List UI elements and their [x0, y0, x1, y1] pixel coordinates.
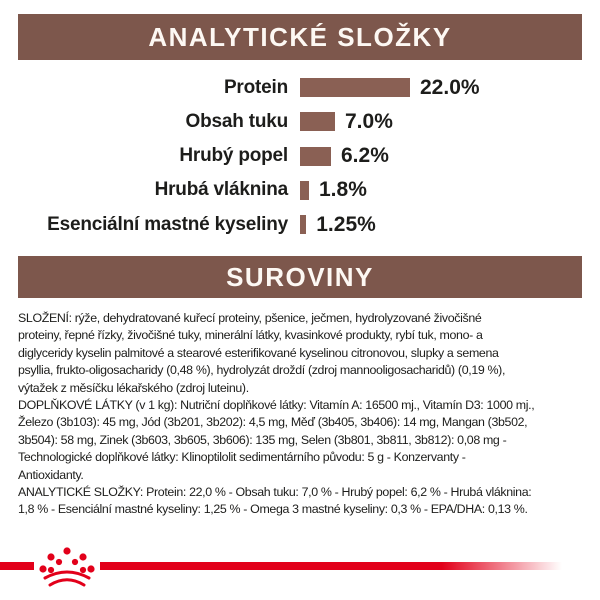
ingredients-line: SLOŽENÍ: rýže, dehydratované kuřecí proteiny, pšenice, ječmen, hydrolyzované živočišné [18, 311, 482, 325]
chart-bar [300, 78, 410, 97]
brand-band-left [0, 562, 34, 570]
additives-line: Antioxidanty. [18, 467, 84, 482]
chart-value-label: 22.0% [420, 75, 480, 99]
chart-category-label: Esenciální mastné kyseliny [47, 213, 288, 235]
chart-value-label: 1.25% [316, 212, 376, 236]
chart-bar [300, 147, 331, 166]
additives-line: DOPLŇKOVÉ LÁTKY (v 1 kg): Nutriční doplňkové látky: Vitamín A: 16500 mj., Vitamín D3: 1000 mj., [18, 398, 535, 413]
chart-category-label: Hrubý popel [179, 145, 288, 167]
chart-row [0, 109, 600, 133]
additives-line: Technologické doplňkové látky: Klinoptilolit sedimentárního původu: 5 g - Konzervanty - [18, 450, 466, 465]
chart-value-label: 1.8% [319, 178, 367, 202]
ingredients-line: psyllia, frukto-oligosacharidy (0,48 %), hydrolyzát droždí (zdroj mannooligosacharidů) (0,19 %), [18, 363, 506, 378]
analytics-section-header: ANALYTICKÉ SLOŽKY [18, 14, 582, 60]
chart-bar [300, 112, 335, 131]
ingredients-line: výtažek z měsíčku lékařského (zdroj luteinu). [18, 380, 249, 395]
ingredients-line: diglyceridy kyselin palmitové a stearové esterifikované kyselinou citronovou, slupky a semena [18, 345, 499, 360]
additives-line: Železo (3b103): 45 mg, Jód (3b201, 3b202): 4,5 mg, Měď (3b405, 3b406): 14 mg, Mangan (3b502, [18, 415, 528, 430]
ingredients-line: proteiny, řepné řízky, živočišné tuky, minerální látky, kvasinkové produkty, rybí tuk, mono- a [18, 328, 483, 343]
analytics-bar-chart [0, 75, 600, 249]
chart-category-label: Protein [223, 76, 288, 98]
chart-row [0, 178, 600, 202]
analytics-summary-line: 1,8 % - Esenciální mastné kyseliny: 1,25 % - Omega 3 mastné kyseliny: 0,3 % - EPA/DHA: 0,13 %. [18, 502, 528, 517]
royal-canin-crown-logo [36, 546, 98, 588]
chart-row [0, 212, 600, 236]
chart-bar [300, 181, 309, 200]
chart-row [0, 75, 600, 99]
chart-category-label: Hrubá vláknina [154, 179, 288, 201]
chart-category-label: Obsah tuku [185, 110, 288, 132]
chart-value-label: 6.2% [341, 144, 389, 168]
additives-line: 3b504): 58 mg, Zinek (3b603, 3b605, 3b606): 135 mg, Selen (3b801, 3b811, 3b812): 0,08 mg - [18, 432, 507, 447]
chart-bar [300, 215, 306, 234]
analytics-summary-line: ANALYTICKÉ SLOŽKY: Protein: 22,0 % - Obsah tuku: 7,0 % - Hrubý popel: 6,2 % - Hrubá vláknina: [18, 485, 532, 500]
brand-band-right [100, 562, 562, 570]
ingredients-section-header: SUROVINY [18, 256, 582, 298]
chart-value-label: 7.0% [345, 109, 393, 133]
chart-row [0, 144, 600, 168]
ingredients-text-block [18, 310, 584, 519]
